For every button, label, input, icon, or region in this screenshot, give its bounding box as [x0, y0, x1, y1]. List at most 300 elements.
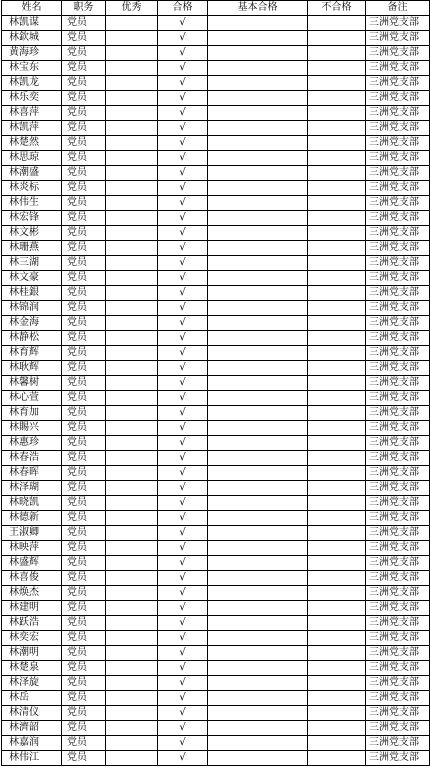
pass-cell[interactable]: √ [158, 481, 208, 496]
name-cell[interactable]: 林賜兴 [2, 421, 62, 436]
excellent-cell[interactable] [106, 166, 158, 181]
name-cell[interactable]: 林三湖 [2, 256, 62, 271]
pass-cell[interactable]: √ [158, 121, 208, 136]
excellent-cell[interactable] [106, 511, 158, 526]
note-cell[interactable]: 三洲党支部 [366, 691, 430, 706]
pass-cell[interactable]: √ [158, 31, 208, 46]
name-cell[interactable]: 林育辉 [2, 346, 62, 361]
excellent-cell[interactable] [106, 196, 158, 211]
excellent-cell[interactable] [106, 586, 158, 601]
role-cell[interactable]: 党员 [62, 511, 106, 526]
excellent-cell[interactable] [106, 136, 158, 151]
role-cell[interactable]: 党员 [62, 166, 106, 181]
pass-cell[interactable]: √ [158, 151, 208, 166]
name-cell[interactable]: 林耿辉 [2, 361, 62, 376]
excellent-cell[interactable] [106, 661, 158, 676]
role-cell[interactable]: 党员 [62, 421, 106, 436]
fail-cell[interactable] [308, 46, 366, 61]
header-pass[interactable]: 合格 [158, 1, 208, 16]
basic-pass-cell[interactable] [208, 16, 308, 31]
fail-cell[interactable] [308, 661, 366, 676]
excellent-cell[interactable] [106, 271, 158, 286]
pass-cell[interactable]: √ [158, 271, 208, 286]
name-cell[interactable]: 林思琼 [2, 151, 62, 166]
excellent-cell[interactable] [106, 16, 158, 31]
excellent-cell[interactable] [106, 466, 158, 481]
excellent-cell[interactable] [106, 571, 158, 586]
pass-cell[interactable]: √ [158, 676, 208, 691]
fail-cell[interactable] [308, 736, 366, 751]
basic-pass-cell[interactable] [208, 61, 308, 76]
basic-pass-cell[interactable] [208, 316, 308, 331]
pass-cell[interactable]: √ [158, 721, 208, 736]
role-cell[interactable]: 党员 [62, 361, 106, 376]
excellent-cell[interactable] [106, 76, 158, 91]
pass-cell[interactable]: √ [158, 406, 208, 421]
basic-pass-cell[interactable] [208, 151, 308, 166]
excellent-cell[interactable] [106, 346, 158, 361]
excellent-cell[interactable] [106, 391, 158, 406]
note-cell[interactable]: 三洲党支部 [366, 526, 430, 541]
basic-pass-cell[interactable] [208, 76, 308, 91]
basic-pass-cell[interactable] [208, 181, 308, 196]
role-cell[interactable]: 党员 [62, 61, 106, 76]
note-cell[interactable]: 三洲党支部 [366, 676, 430, 691]
fail-cell[interactable] [308, 721, 366, 736]
pass-cell[interactable]: √ [158, 391, 208, 406]
excellent-cell[interactable] [106, 721, 158, 736]
name-cell[interactable]: 林文彬 [2, 226, 62, 241]
basic-pass-cell[interactable] [208, 601, 308, 616]
note-cell[interactable]: 三洲党支部 [366, 106, 430, 121]
pass-cell[interactable]: √ [158, 646, 208, 661]
basic-pass-cell[interactable] [208, 661, 308, 676]
role-cell[interactable]: 党员 [62, 46, 106, 61]
pass-cell[interactable]: √ [158, 376, 208, 391]
fail-cell[interactable] [308, 151, 366, 166]
name-cell[interactable]: 林潮盛 [2, 166, 62, 181]
excellent-cell[interactable] [106, 316, 158, 331]
note-cell[interactable]: 三洲党支部 [366, 616, 430, 631]
excellent-cell[interactable] [106, 526, 158, 541]
note-cell[interactable]: 三洲党支部 [366, 466, 430, 481]
excellent-cell[interactable] [106, 676, 158, 691]
role-cell[interactable]: 党员 [62, 136, 106, 151]
basic-pass-cell[interactable] [208, 211, 308, 226]
fail-cell[interactable] [308, 226, 366, 241]
pass-cell[interactable]: √ [158, 136, 208, 151]
fail-cell[interactable] [308, 361, 366, 376]
name-cell[interactable]: 林泽瑚 [2, 481, 62, 496]
fail-cell[interactable] [308, 271, 366, 286]
header-name[interactable]: 姓名 [2, 1, 62, 16]
basic-pass-cell[interactable] [208, 376, 308, 391]
excellent-cell[interactable] [106, 226, 158, 241]
name-cell[interactable]: 林盛辉 [2, 556, 62, 571]
fail-cell[interactable] [308, 391, 366, 406]
basic-pass-cell[interactable] [208, 226, 308, 241]
fail-cell[interactable] [308, 706, 366, 721]
pass-cell[interactable]: √ [158, 166, 208, 181]
name-cell[interactable]: 林凯龙 [2, 76, 62, 91]
name-cell[interactable]: 林晓凯 [2, 496, 62, 511]
basic-pass-cell[interactable] [208, 466, 308, 481]
pass-cell[interactable]: √ [158, 631, 208, 646]
fail-cell[interactable] [308, 496, 366, 511]
note-cell[interactable]: 三洲党支部 [366, 751, 430, 766]
name-cell[interactable]: 林春晖 [2, 466, 62, 481]
fail-cell[interactable] [308, 136, 366, 151]
note-cell[interactable]: 三洲党支部 [366, 586, 430, 601]
name-cell[interactable]: 林濟韶 [2, 721, 62, 736]
fail-cell[interactable] [308, 601, 366, 616]
fail-cell[interactable] [308, 316, 366, 331]
role-cell[interactable]: 党员 [62, 181, 106, 196]
role-cell[interactable]: 党员 [62, 586, 106, 601]
basic-pass-cell[interactable] [208, 391, 308, 406]
role-cell[interactable]: 党员 [62, 106, 106, 121]
note-cell[interactable]: 三洲党支部 [366, 211, 430, 226]
pass-cell[interactable]: √ [158, 736, 208, 751]
role-cell[interactable]: 党员 [62, 631, 106, 646]
fail-cell[interactable] [308, 211, 366, 226]
role-cell[interactable]: 党员 [62, 256, 106, 271]
excellent-cell[interactable] [106, 361, 158, 376]
role-cell[interactable]: 党员 [62, 331, 106, 346]
note-cell[interactable]: 三洲党支部 [366, 601, 430, 616]
note-cell[interactable]: 三洲党支部 [366, 61, 430, 76]
excellent-cell[interactable] [106, 691, 158, 706]
pass-cell[interactable]: √ [158, 256, 208, 271]
basic-pass-cell[interactable] [208, 196, 308, 211]
note-cell[interactable]: 三洲党支部 [366, 301, 430, 316]
fail-cell[interactable] [308, 421, 366, 436]
basic-pass-cell[interactable] [208, 526, 308, 541]
fail-cell[interactable] [308, 436, 366, 451]
pass-cell[interactable]: √ [158, 556, 208, 571]
name-cell[interactable]: 林楚然 [2, 136, 62, 151]
excellent-cell[interactable] [106, 91, 158, 106]
excellent-cell[interactable] [106, 646, 158, 661]
basic-pass-cell[interactable] [208, 721, 308, 736]
note-cell[interactable]: 三洲党支部 [366, 736, 430, 751]
fail-cell[interactable] [308, 331, 366, 346]
role-cell[interactable]: 党员 [62, 151, 106, 166]
excellent-cell[interactable] [106, 61, 158, 76]
name-cell[interactable]: 林馨树 [2, 376, 62, 391]
name-cell[interactable]: 林桂銀 [2, 286, 62, 301]
fail-cell[interactable] [308, 91, 366, 106]
pass-cell[interactable]: √ [158, 466, 208, 481]
excellent-cell[interactable] [106, 256, 158, 271]
pass-cell[interactable]: √ [158, 616, 208, 631]
pass-cell[interactable]: √ [158, 421, 208, 436]
name-cell[interactable]: 林金海 [2, 316, 62, 331]
role-cell[interactable]: 党员 [62, 376, 106, 391]
pass-cell[interactable]: √ [158, 661, 208, 676]
role-cell[interactable]: 党员 [62, 211, 106, 226]
note-cell[interactable]: 三洲党支部 [366, 451, 430, 466]
fail-cell[interactable] [308, 76, 366, 91]
basic-pass-cell[interactable] [208, 451, 308, 466]
role-cell[interactable]: 党员 [62, 121, 106, 136]
note-cell[interactable]: 三洲党支部 [366, 406, 430, 421]
name-cell[interactable]: 林育加 [2, 406, 62, 421]
note-cell[interactable]: 三洲党支部 [366, 151, 430, 166]
basic-pass-cell[interactable] [208, 631, 308, 646]
name-cell[interactable]: 林清仪 [2, 706, 62, 721]
fail-cell[interactable] [308, 181, 366, 196]
note-cell[interactable]: 三洲党支部 [366, 571, 430, 586]
excellent-cell[interactable] [106, 556, 158, 571]
name-cell[interactable]: 林锦润 [2, 301, 62, 316]
note-cell[interactable]: 三洲党支部 [366, 256, 430, 271]
basic-pass-cell[interactable] [208, 571, 308, 586]
pass-cell[interactable]: √ [158, 16, 208, 31]
role-cell[interactable]: 党员 [62, 451, 106, 466]
name-cell[interactable]: 林凯谋 [2, 16, 62, 31]
basic-pass-cell[interactable] [208, 241, 308, 256]
pass-cell[interactable]: √ [158, 436, 208, 451]
basic-pass-cell[interactable] [208, 166, 308, 181]
fail-cell[interactable] [308, 346, 366, 361]
name-cell[interactable]: 林德新 [2, 511, 62, 526]
role-cell[interactable]: 党员 [62, 541, 106, 556]
role-cell[interactable]: 党员 [62, 76, 106, 91]
name-cell[interactable]: 林静松 [2, 331, 62, 346]
note-cell[interactable]: 三洲党支部 [366, 721, 430, 736]
role-cell[interactable]: 党员 [62, 466, 106, 481]
basic-pass-cell[interactable] [208, 556, 308, 571]
excellent-cell[interactable] [106, 496, 158, 511]
pass-cell[interactable]: √ [158, 451, 208, 466]
header-note[interactable]: 备注 [366, 1, 430, 16]
excellent-cell[interactable] [106, 46, 158, 61]
fail-cell[interactable] [308, 301, 366, 316]
note-cell[interactable]: 三洲党支部 [366, 331, 430, 346]
role-cell[interactable]: 党员 [62, 436, 106, 451]
basic-pass-cell[interactable] [208, 511, 308, 526]
pass-cell[interactable]: √ [158, 586, 208, 601]
note-cell[interactable]: 三洲党支部 [366, 511, 430, 526]
role-cell[interactable]: 党员 [62, 196, 106, 211]
role-cell[interactable]: 党员 [62, 691, 106, 706]
name-cell[interactable]: 林焕杰 [2, 586, 62, 601]
note-cell[interactable]: 三洲党支部 [366, 76, 430, 91]
pass-cell[interactable]: √ [158, 181, 208, 196]
pass-cell[interactable]: √ [158, 61, 208, 76]
pass-cell[interactable]: √ [158, 76, 208, 91]
pass-cell[interactable]: √ [158, 316, 208, 331]
role-cell[interactable]: 党员 [62, 301, 106, 316]
pass-cell[interactable]: √ [158, 91, 208, 106]
role-cell[interactable]: 党员 [62, 241, 106, 256]
fail-cell[interactable] [308, 586, 366, 601]
name-cell[interactable]: 林凯萍 [2, 121, 62, 136]
pass-cell[interactable]: √ [158, 226, 208, 241]
pass-cell[interactable]: √ [158, 496, 208, 511]
fail-cell[interactable] [308, 556, 366, 571]
name-cell[interactable]: 林泽旋 [2, 676, 62, 691]
note-cell[interactable]: 三洲党支部 [366, 481, 430, 496]
basic-pass-cell[interactable] [208, 406, 308, 421]
role-cell[interactable]: 党员 [62, 646, 106, 661]
name-cell[interactable]: 林楚泉 [2, 661, 62, 676]
basic-pass-cell[interactable] [208, 646, 308, 661]
role-cell[interactable]: 党员 [62, 556, 106, 571]
role-cell[interactable]: 党员 [62, 736, 106, 751]
role-cell[interactable]: 党员 [62, 346, 106, 361]
header-basic-pass[interactable]: 基本合格 [208, 1, 308, 16]
note-cell[interactable]: 三洲党支部 [366, 541, 430, 556]
note-cell[interactable]: 三洲党支部 [366, 286, 430, 301]
name-cell[interactable]: 林宏锋 [2, 211, 62, 226]
fail-cell[interactable] [308, 16, 366, 31]
basic-pass-cell[interactable] [208, 496, 308, 511]
basic-pass-cell[interactable] [208, 541, 308, 556]
note-cell[interactable]: 三洲党支部 [366, 166, 430, 181]
fail-cell[interactable] [308, 121, 366, 136]
excellent-cell[interactable] [106, 286, 158, 301]
basic-pass-cell[interactable] [208, 676, 308, 691]
name-cell[interactable]: 林欽城 [2, 31, 62, 46]
note-cell[interactable]: 三洲党支部 [366, 31, 430, 46]
fail-cell[interactable] [308, 541, 366, 556]
name-cell[interactable]: 林映萍 [2, 541, 62, 556]
pass-cell[interactable]: √ [158, 601, 208, 616]
excellent-cell[interactable] [106, 631, 158, 646]
note-cell[interactable]: 三洲党支部 [366, 421, 430, 436]
role-cell[interactable]: 党员 [62, 481, 106, 496]
role-cell[interactable]: 党员 [62, 676, 106, 691]
basic-pass-cell[interactable] [208, 586, 308, 601]
excellent-cell[interactable] [106, 121, 158, 136]
fail-cell[interactable] [308, 196, 366, 211]
fail-cell[interactable] [308, 616, 366, 631]
name-cell[interactable]: 林珊燕 [2, 241, 62, 256]
role-cell[interactable]: 党员 [62, 16, 106, 31]
pass-cell[interactable]: √ [158, 751, 208, 766]
excellent-cell[interactable] [106, 601, 158, 616]
pass-cell[interactable]: √ [158, 691, 208, 706]
name-cell[interactable]: 林跃浩 [2, 616, 62, 631]
fail-cell[interactable] [308, 481, 366, 496]
fail-cell[interactable] [308, 526, 366, 541]
note-cell[interactable]: 三洲党支部 [366, 46, 430, 61]
pass-cell[interactable]: √ [158, 331, 208, 346]
note-cell[interactable]: 三洲党支部 [366, 181, 430, 196]
excellent-cell[interactable] [106, 406, 158, 421]
pass-cell[interactable]: √ [158, 196, 208, 211]
fail-cell[interactable] [308, 466, 366, 481]
note-cell[interactable]: 三洲党支部 [366, 346, 430, 361]
excellent-cell[interactable] [106, 481, 158, 496]
note-cell[interactable]: 三洲党支部 [366, 226, 430, 241]
basic-pass-cell[interactable] [208, 121, 308, 136]
fail-cell[interactable] [308, 241, 366, 256]
excellent-cell[interactable] [106, 706, 158, 721]
role-cell[interactable]: 党员 [62, 706, 106, 721]
name-cell[interactable]: 林伟生 [2, 196, 62, 211]
basic-pass-cell[interactable] [208, 481, 308, 496]
basic-pass-cell[interactable] [208, 136, 308, 151]
excellent-cell[interactable] [106, 241, 158, 256]
basic-pass-cell[interactable] [208, 346, 308, 361]
role-cell[interactable]: 党员 [62, 571, 106, 586]
role-cell[interactable]: 党员 [62, 286, 106, 301]
basic-pass-cell[interactable] [208, 361, 308, 376]
note-cell[interactable]: 三洲党支部 [366, 556, 430, 571]
fail-cell[interactable] [308, 691, 366, 706]
pass-cell[interactable]: √ [158, 511, 208, 526]
name-cell[interactable]: 林乐奕 [2, 91, 62, 106]
fail-cell[interactable] [308, 676, 366, 691]
role-cell[interactable]: 党员 [62, 316, 106, 331]
note-cell[interactable]: 三洲党支部 [366, 136, 430, 151]
name-cell[interactable]: 林潮明 [2, 646, 62, 661]
name-cell[interactable]: 林建明 [2, 601, 62, 616]
name-cell[interactable]: 林文豪 [2, 271, 62, 286]
role-cell[interactable]: 党员 [62, 406, 106, 421]
name-cell[interactable]: 林春浩 [2, 451, 62, 466]
role-cell[interactable]: 党员 [62, 226, 106, 241]
basic-pass-cell[interactable] [208, 46, 308, 61]
note-cell[interactable]: 三洲党支部 [366, 196, 430, 211]
pass-cell[interactable]: √ [158, 46, 208, 61]
fail-cell[interactable] [308, 106, 366, 121]
note-cell[interactable]: 三洲党支部 [366, 241, 430, 256]
header-excellent[interactable]: 优秀 [106, 1, 158, 16]
basic-pass-cell[interactable] [208, 421, 308, 436]
role-cell[interactable]: 党员 [62, 91, 106, 106]
header-role[interactable]: 职务 [62, 1, 106, 16]
role-cell[interactable]: 党员 [62, 616, 106, 631]
excellent-cell[interactable] [106, 376, 158, 391]
basic-pass-cell[interactable] [208, 91, 308, 106]
excellent-cell[interactable] [106, 151, 158, 166]
note-cell[interactable]: 三洲党支部 [366, 496, 430, 511]
fail-cell[interactable] [308, 406, 366, 421]
role-cell[interactable]: 党员 [62, 526, 106, 541]
excellent-cell[interactable] [106, 421, 158, 436]
note-cell[interactable]: 三洲党支部 [366, 91, 430, 106]
fail-cell[interactable] [308, 631, 366, 646]
fail-cell[interactable] [308, 256, 366, 271]
fail-cell[interactable] [308, 166, 366, 181]
note-cell[interactable]: 三洲党支部 [366, 646, 430, 661]
role-cell[interactable]: 党员 [62, 721, 106, 736]
basic-pass-cell[interactable] [208, 751, 308, 766]
basic-pass-cell[interactable] [208, 271, 308, 286]
note-cell[interactable]: 三洲党支部 [366, 376, 430, 391]
pass-cell[interactable]: √ [158, 541, 208, 556]
basic-pass-cell[interactable] [208, 31, 308, 46]
name-cell[interactable]: 林喜俊 [2, 571, 62, 586]
note-cell[interactable]: 三洲党支部 [366, 631, 430, 646]
basic-pass-cell[interactable] [208, 301, 308, 316]
excellent-cell[interactable] [106, 541, 158, 556]
note-cell[interactable]: 三洲党支部 [366, 361, 430, 376]
fail-cell[interactable] [308, 511, 366, 526]
name-cell[interactable]: 林宝东 [2, 61, 62, 76]
name-cell[interactable]: 黄海珍 [2, 46, 62, 61]
pass-cell[interactable]: √ [158, 706, 208, 721]
excellent-cell[interactable] [106, 736, 158, 751]
note-cell[interactable]: 三洲党支部 [366, 316, 430, 331]
pass-cell[interactable]: √ [158, 106, 208, 121]
excellent-cell[interactable] [106, 616, 158, 631]
note-cell[interactable]: 三洲党支部 [366, 271, 430, 286]
